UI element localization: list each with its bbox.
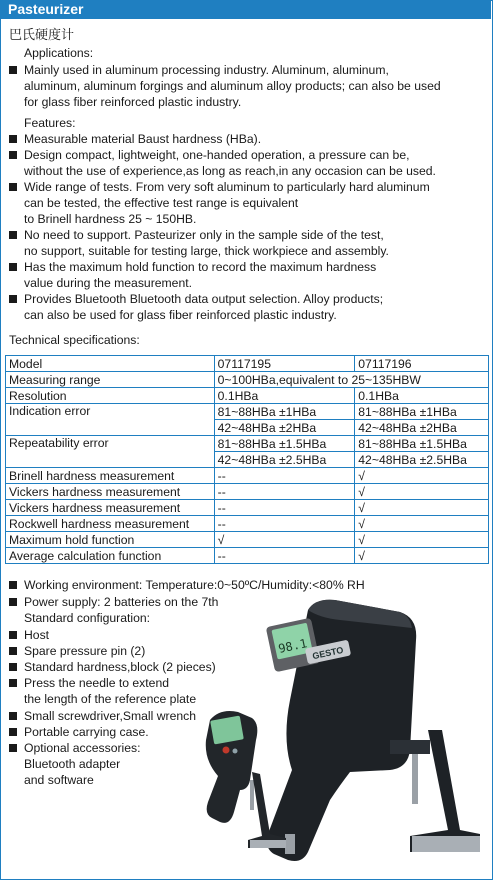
app-item-0-line-1: aluminum, aluminum forgings and aluminum alloy products; can also be used	[24, 79, 441, 93]
product-photo	[190, 590, 490, 875]
feature-item-2-line-2: to Brinell hardness 25 ~ 150HB.	[24, 212, 197, 226]
bullet-icon	[9, 263, 17, 271]
bullet-icon	[9, 663, 17, 671]
spec-name: Average calculation function	[6, 548, 215, 564]
bottom-item-8-line-2: and software	[24, 773, 94, 787]
table-row	[6, 388, 489, 404]
chinese-title: 巴氏硬度计	[9, 28, 75, 43]
spec-value-a: 42~48HBa ±2.5HBa	[214, 452, 355, 468]
table-row	[6, 548, 489, 564]
spec-value-b: √	[355, 516, 489, 532]
spec-name: Maximum hold function	[6, 532, 215, 548]
bullet-icon	[9, 295, 17, 303]
feature-item-5-line-0: Provides Bluetooth Bluetooth data output selection. Alloy products;	[24, 292, 384, 306]
spec-value-a: --	[214, 516, 355, 532]
spec-value-a: 42~48HBa ±2HBa	[214, 420, 355, 436]
feature-item-0-line-0: Measurable material Baust hardness (HBa).	[24, 132, 262, 146]
spec-value-merged: 0~100HBa,equivalent to 25~135HBW	[214, 372, 488, 388]
bullet-icon	[9, 231, 17, 239]
bullet-icon	[9, 728, 17, 736]
spec-name: Model	[6, 356, 215, 372]
feature-item-1-line-0: Design compact, lightweight, one-handed operation, a pressure can be,	[24, 148, 410, 162]
table-row	[6, 436, 489, 452]
bullet-icon	[9, 744, 17, 752]
bullet-icon	[9, 135, 17, 143]
bottom-item-5-line-0: Press the needle to extend	[24, 676, 169, 690]
bottom-item-8-line-1: Bluetooth adapter	[24, 757, 121, 771]
spec-name: Vickers hardness measurement	[6, 484, 215, 500]
spec-value-b: √	[355, 468, 489, 484]
table-row	[6, 372, 489, 388]
spec-value-b: 81~88HBa ±1.5HBa	[355, 436, 489, 452]
feature-item-1-line-1: without the use of experience,as long as reach,in any occasion can be used.	[24, 164, 436, 178]
bottom-item-1-line-1: Standard configuration:	[24, 611, 151, 625]
bottom-item-0: Working environment: Temperature:0~50ºC/Humidity:<80% RH	[24, 578, 365, 592]
bullet-icon	[9, 631, 17, 639]
bottom-item-2: Host	[24, 628, 50, 642]
spec-value-b: 07117196	[355, 356, 489, 372]
spec-value-a: 81~88HBa ±1.5HBa	[214, 436, 355, 452]
device-brand: GESTO	[311, 644, 345, 662]
table-row	[6, 404, 489, 420]
spec-name: Indication error	[6, 404, 215, 436]
applications-label: Applications:	[24, 46, 94, 60]
spec-name: Vickers hardness measurement	[6, 500, 215, 516]
spec-value-a: 07117195	[214, 356, 355, 372]
table-row	[6, 356, 489, 372]
table-row	[6, 532, 489, 548]
bullet-icon	[9, 151, 17, 159]
tech-spec-label: Technical specifications:	[9, 333, 140, 347]
feature-item-3-line-1: no support, suitable for testing large, thick workpiece and assembly.	[24, 244, 389, 258]
table-row	[6, 484, 489, 500]
spec-name: Rockwell hardness measurement	[6, 516, 215, 532]
large-tester	[266, 600, 480, 861]
feature-item-4-line-1: value during the measurement.	[24, 276, 193, 290]
spec-value-a: --	[214, 548, 355, 564]
spec-value-b: 42~48HBa ±2.5HBa	[355, 452, 489, 468]
bullet-icon	[9, 712, 17, 720]
spec-value-a: 0.1HBa	[214, 388, 355, 404]
app-item-0-line-2: for glass fiber reinforced plastic industry.	[24, 95, 242, 109]
bullet-icon	[9, 647, 17, 655]
feature-item-4-line-0: Has the maximum hold function to record the maximum hardness	[24, 260, 377, 274]
spec-value-b: √	[355, 548, 489, 564]
bottom-item-5-line-1: the length of the reference plate	[24, 692, 197, 706]
spec-table	[5, 355, 489, 564]
spec-value-b: 81~88HBa ±1HBa	[355, 404, 489, 420]
bottom-item-8-line-0: Optional accessories:	[24, 741, 141, 755]
bullet-icon	[9, 66, 17, 74]
spec-value-b: 42~48HBa ±2HBa	[355, 420, 489, 436]
device-display: 98.1	[277, 636, 309, 656]
features-label: Features:	[24, 116, 76, 130]
table-row	[6, 500, 489, 516]
bottom-item-4: Standard hardness,block (2 pieces)	[24, 660, 216, 674]
spec-value-a: --	[214, 484, 355, 500]
page-title: Pasteurizer	[0, 0, 491, 19]
feature-item-5-line-1: can also be used for glass fiber reinforced plastic industry.	[24, 308, 337, 322]
table-row	[6, 516, 489, 532]
feature-item-3-line-0: No need to support. Pasteurizer only in the sample side of the test,	[24, 228, 384, 242]
table-row	[6, 468, 489, 484]
bottom-item-7: Portable carrying case.	[24, 725, 149, 739]
bullet-icon	[9, 581, 17, 589]
spec-value-b: √	[355, 532, 489, 548]
spec-value-b: √	[355, 484, 489, 500]
spec-value-a: √	[214, 532, 355, 548]
feature-item-2-line-1: can be tested, the effective test range is equivalent	[24, 196, 299, 210]
spec-value-a: --	[214, 500, 355, 516]
spec-value-a: 81~88HBa ±1HBa	[214, 404, 355, 420]
spec-name: Measuring range	[6, 372, 215, 388]
spec-value-a: --	[214, 468, 355, 484]
spec-name: Resolution	[6, 388, 215, 404]
bottom-item-6: Small screwdriver,Small wrench	[24, 709, 197, 723]
spec-name: Brinell hardness measurement	[6, 468, 215, 484]
app-item-0-line-0: Mainly used in aluminum processing industry. Aluminum, aluminum,	[24, 63, 389, 77]
spec-name: Repeatability error	[6, 436, 215, 468]
bottom-item-3: Spare pressure pin (2)	[24, 644, 146, 658]
feature-item-2-line-0: Wide range of tests. From very soft aluminum to particularly hard aluminum	[24, 180, 430, 194]
bottom-item-1-line-0: Power supply: 2 batteries on the 7th	[24, 595, 219, 609]
bullet-icon	[9, 183, 17, 191]
spec-value-b: √	[355, 500, 489, 516]
spec-value-b: 0.1HBa	[355, 388, 489, 404]
bullet-icon	[9, 679, 17, 687]
bullet-icon	[9, 598, 17, 606]
